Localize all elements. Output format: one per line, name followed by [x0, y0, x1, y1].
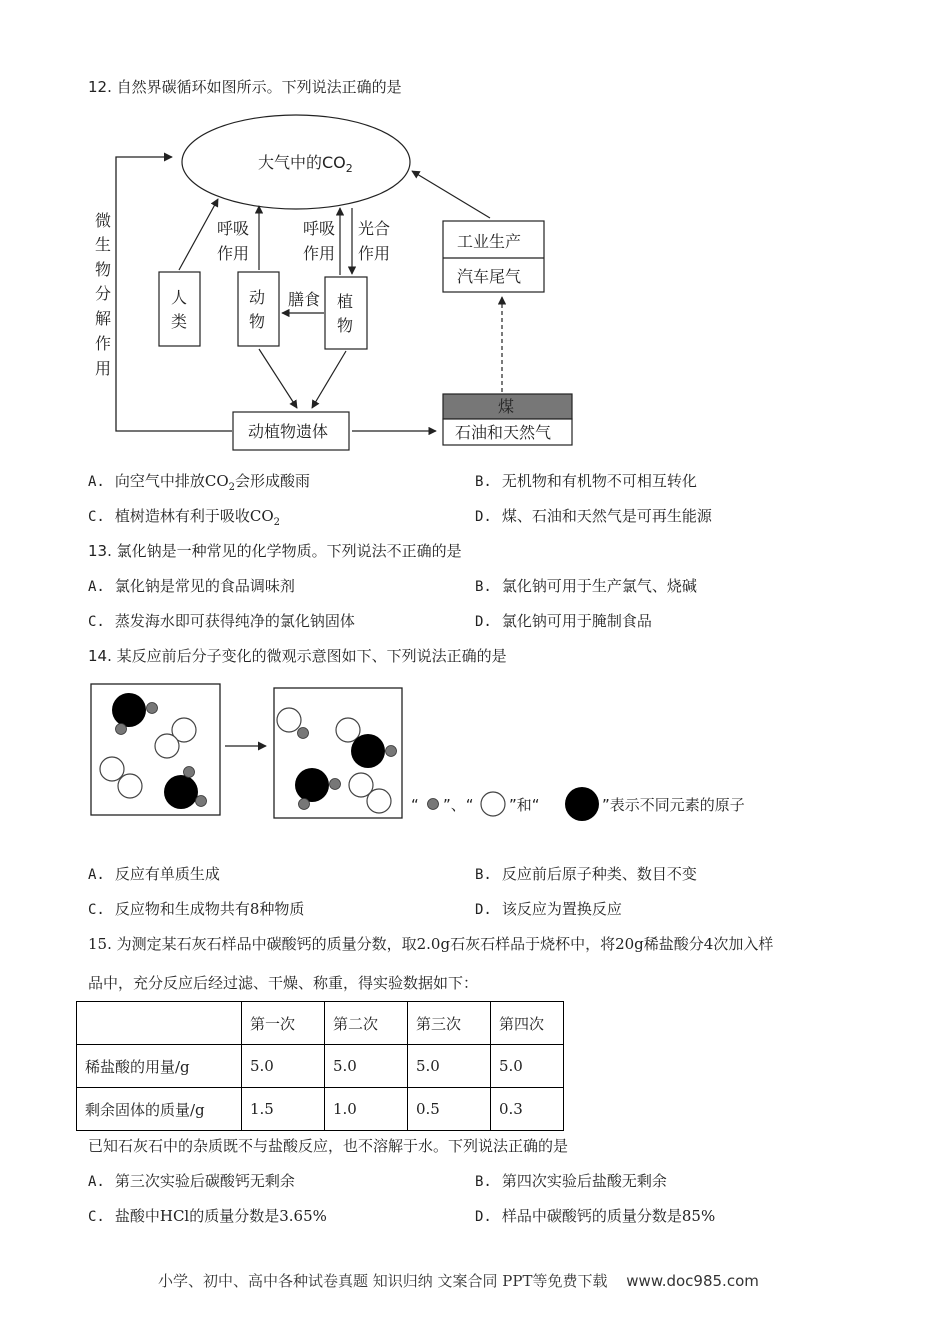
carbon-cycle-diagram [0, 0, 950, 460]
svg-text:”、“: ”、“ [443, 796, 474, 814]
humans-arrow [179, 199, 218, 270]
table-cell: 1.0 [325, 1088, 408, 1131]
table-cell: 5.0 [408, 1045, 491, 1088]
q14-stem: 14. 某反应前后分子变化的微观示意图如下、下列说法正确的是 [88, 647, 507, 665]
q12-option-a[interactable]: A. 向空气中排放$CO_2$会形成酸雨 [88, 472, 311, 493]
q13-option-c[interactable]: C. 蒸发海水即可获得纯净的氯化钠固体 [88, 612, 355, 630]
molecule-diagram [0, 670, 950, 830]
table-header-cell [77, 1002, 242, 1045]
table-cell: 0.3 [491, 1088, 564, 1131]
legend [411, 787, 745, 821]
q12-stem: 12. 自然界碳循环如图所示。下列说法正确的是 [88, 78, 402, 96]
atmosphere-label: 大气中的$CO_2$ [258, 153, 353, 175]
industry-label: 工业生产 [457, 232, 522, 251]
q14-option-d[interactable]: D. 该反应为置换反应 [475, 900, 622, 918]
industry-to-atmosphere-arrow [412, 171, 490, 218]
animals-to-remains-arrow [259, 349, 297, 408]
remains-label: 动植物遗体 [248, 422, 329, 441]
photosynthesis-label: 光合作用 [358, 219, 391, 263]
table-header-cell: 第一次 [242, 1002, 325, 1045]
q14-option-a[interactable]: A. 反应有单质生成 [88, 865, 220, 883]
humans-box [159, 272, 200, 346]
animals-box [238, 272, 279, 346]
svg-text:“: “ [411, 796, 419, 814]
q13-option-b[interactable]: B. 氯化钠可用于生产氯气、烧碱 [475, 577, 697, 595]
table-cell: 0.5 [408, 1088, 491, 1131]
humans-label: 人类 [171, 288, 188, 331]
footer-site-link[interactable]: www.doc985.com [626, 1272, 759, 1290]
animals-label: 动物 [249, 288, 266, 331]
feeding-label: 膳食 [288, 290, 321, 309]
q15-option-d[interactable]: D. 样品中碳酸钙的质量分数是85% [475, 1207, 716, 1225]
table-cell: 5.0 [325, 1045, 408, 1088]
table-cell: 1.5 [242, 1088, 325, 1131]
respiration-label-a: 呼吸作用 [217, 219, 250, 263]
table-row [77, 1045, 564, 1088]
q14-option-c[interactable]: C. 反应物和生成物共有8种物质 [88, 900, 305, 918]
q13-option-d[interactable]: D. 氯化钠可用于腌制食品 [475, 612, 652, 630]
q15-note: 已知石灰石中的杂质既不与盐酸反应，也不溶解于水。下列说法正确的是 [88, 1137, 569, 1155]
q15-data-table [76, 1001, 564, 1131]
footer [158, 1270, 759, 1291]
q15-option-a[interactable]: A. 第三次实验后碳酸钙无剩余 [88, 1172, 295, 1190]
legend-small-grey-atom [428, 799, 439, 810]
q15-stem-line1: 15. 为测定某石灰石样品中碳酸钙的质量分数，取2.0g石灰石样品于烧杯中，将20g稀盐酸分4次加入样 [88, 935, 774, 953]
plants-box [325, 277, 367, 349]
q12-option-d[interactable]: D. 煤、石油和天然气是可再生能源 [475, 507, 712, 525]
plants-to-remains-arrow [312, 351, 346, 408]
table-header-row [77, 1002, 564, 1045]
q12-option-c[interactable]: C. 植树造林有利于吸收$CO_2$ [88, 507, 281, 528]
oil-gas-label: 石油和天然气 [455, 423, 552, 442]
legend-white-atom [481, 792, 505, 816]
table-header-cell: 第三次 [408, 1002, 491, 1045]
q15-option-b[interactable]: B. 第四次实验后盐酸无剩余 [475, 1172, 667, 1190]
legend-black-atom [565, 787, 599, 821]
table-cell: 稀盐酸的用量/g [77, 1045, 242, 1088]
q12-option-b[interactable]: B. 无机物和有机物不可相互转化 [475, 472, 697, 490]
q13-option-a[interactable]: A. 氯化钠是常见的食品调味剂 [88, 577, 295, 595]
q15-option-c[interactable]: C. 盐酸中HCl的质量分数是3.65% [88, 1207, 327, 1225]
exhaust-label: 汽车尾气 [457, 267, 522, 286]
table-cell: 剩余固体的质量/g [77, 1088, 242, 1131]
plants-label: 植物 [337, 292, 354, 335]
table-cell: 5.0 [242, 1045, 325, 1088]
footer-text: 小学、初中、高中各种试卷真题 知识归纳 文案合同 PPT等免费下载 [158, 1272, 608, 1290]
q15-stem-line2: 品中，充分反应后经过滤、干燥、称重，得实验数据如下： [88, 974, 479, 992]
table-cell: 5.0 [491, 1045, 564, 1088]
coal-label: 煤 [498, 397, 515, 416]
table-header-cell: 第四次 [491, 1002, 564, 1045]
svg-text:”和“: ”和“ [509, 796, 540, 814]
decomposition-label: 微 生 物 分 解 作 用 [95, 211, 112, 378]
table-header-cell: 第二次 [325, 1002, 408, 1045]
svg-text:”表示不同元素的原子: ”表示不同元素的原子 [602, 796, 745, 814]
q14-option-b[interactable]: B. 反应前后原子种类、数目不变 [475, 865, 697, 883]
q13-stem: 13. 氯化钠是一种常见的化学物质。下列说法不正确的是 [88, 542, 462, 560]
table-row [77, 1088, 564, 1131]
respiration-label-b: 呼吸作用 [303, 219, 336, 263]
